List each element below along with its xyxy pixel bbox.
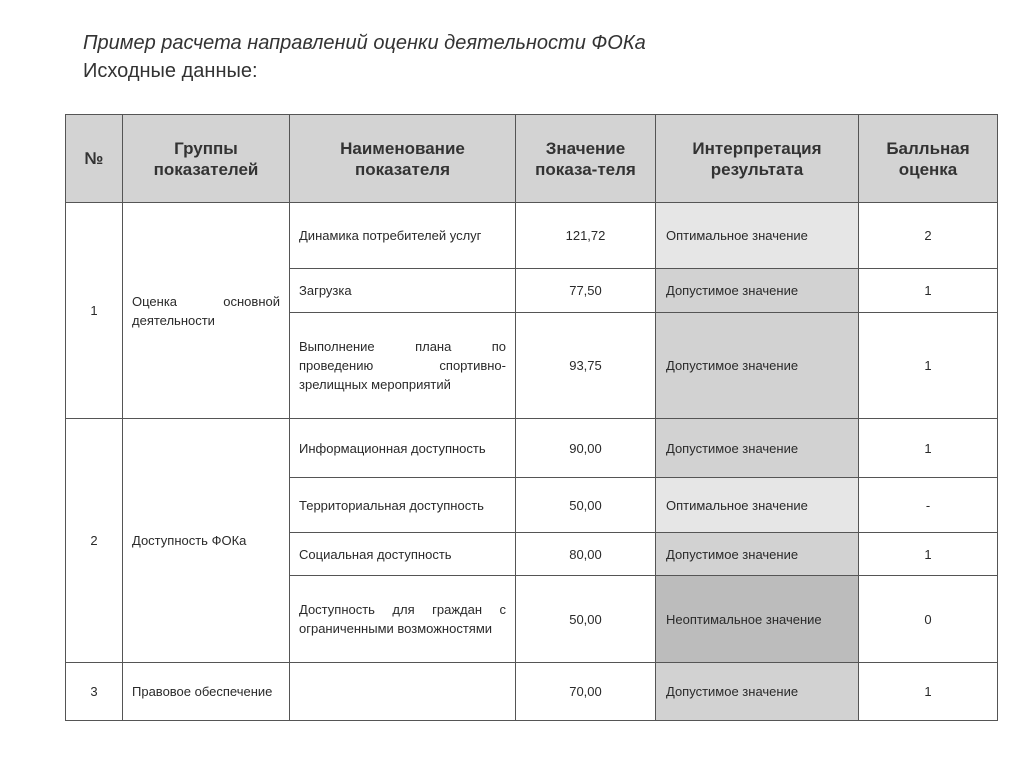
column-header-score: Балльная оценка — [859, 115, 998, 203]
indicator-value: 121,72 — [516, 203, 656, 269]
indicator-interpretation: Оптимальное значение — [656, 478, 859, 533]
indicator-name: Доступность для граждан с ограниченными возможностями — [290, 576, 516, 663]
group-name: Оценка основной деятельности — [123, 203, 290, 419]
indicators-table — [65, 114, 998, 721]
indicator-score: 1 — [859, 663, 998, 721]
table-row — [66, 663, 998, 721]
indicator-value: 70,00 — [516, 663, 656, 721]
column-header-value: Значение показа-теля — [516, 115, 656, 203]
indicator-score: - — [859, 478, 998, 533]
indicator-score: 1 — [859, 313, 998, 419]
indicator-interpretation: Оптимальное значение — [656, 203, 859, 269]
indicator-name — [290, 663, 516, 721]
indicator-score: 0 — [859, 576, 998, 663]
indicator-name: Социальная доступность — [290, 533, 516, 576]
indicator-name: Загрузка — [290, 269, 516, 313]
table-row — [66, 419, 998, 478]
indicator-name: Выполнение плана по проведению спортивно-зрелищных мероприятий — [290, 313, 516, 419]
column-header-group: Группы показателей — [123, 115, 290, 203]
indicator-interpretation: Неоптимальное значение — [656, 576, 859, 663]
group-name: Доступность ФОКа — [123, 419, 290, 663]
indicator-name: Динамика потребителей услуг — [290, 203, 516, 269]
column-header-indicator: Наименование показателя — [290, 115, 516, 203]
indicator-value: 77,50 — [516, 269, 656, 313]
page-title: Пример расчета направлений оценки деятельности ФОКа — [83, 32, 646, 54]
indicator-value: 50,00 — [516, 478, 656, 533]
indicator-interpretation: Допустимое значение — [656, 269, 859, 313]
indicator-interpretation: Допустимое значение — [656, 419, 859, 478]
indicator-interpretation: Допустимое значение — [656, 313, 859, 419]
indicator-interpretation: Допустимое значение — [656, 663, 859, 721]
group-number: 3 — [66, 663, 123, 721]
indicator-value: 50,00 — [516, 576, 656, 663]
indicator-name: Территориальная доступность — [290, 478, 516, 533]
group-number: 2 — [66, 419, 123, 663]
indicator-value: 90,00 — [516, 419, 656, 478]
indicator-interpretation: Допустимое значение — [656, 533, 859, 576]
table-header-row — [66, 115, 998, 203]
indicator-name: Информационная доступность — [290, 419, 516, 478]
table-row — [66, 203, 998, 269]
column-header-num: № — [66, 115, 123, 203]
column-header-interpretation: Интерпретация результата — [656, 115, 859, 203]
indicator-score: 1 — [859, 419, 998, 478]
page-subtitle: Исходные данные: — [83, 60, 258, 82]
group-number: 1 — [66, 203, 123, 419]
indicator-score: 1 — [859, 269, 998, 313]
group-name: Правовое обеспечение — [123, 663, 290, 721]
indicator-value: 80,00 — [516, 533, 656, 576]
indicator-score: 1 — [859, 533, 998, 576]
indicator-score: 2 — [859, 203, 998, 269]
indicator-value: 93,75 — [516, 313, 656, 419]
